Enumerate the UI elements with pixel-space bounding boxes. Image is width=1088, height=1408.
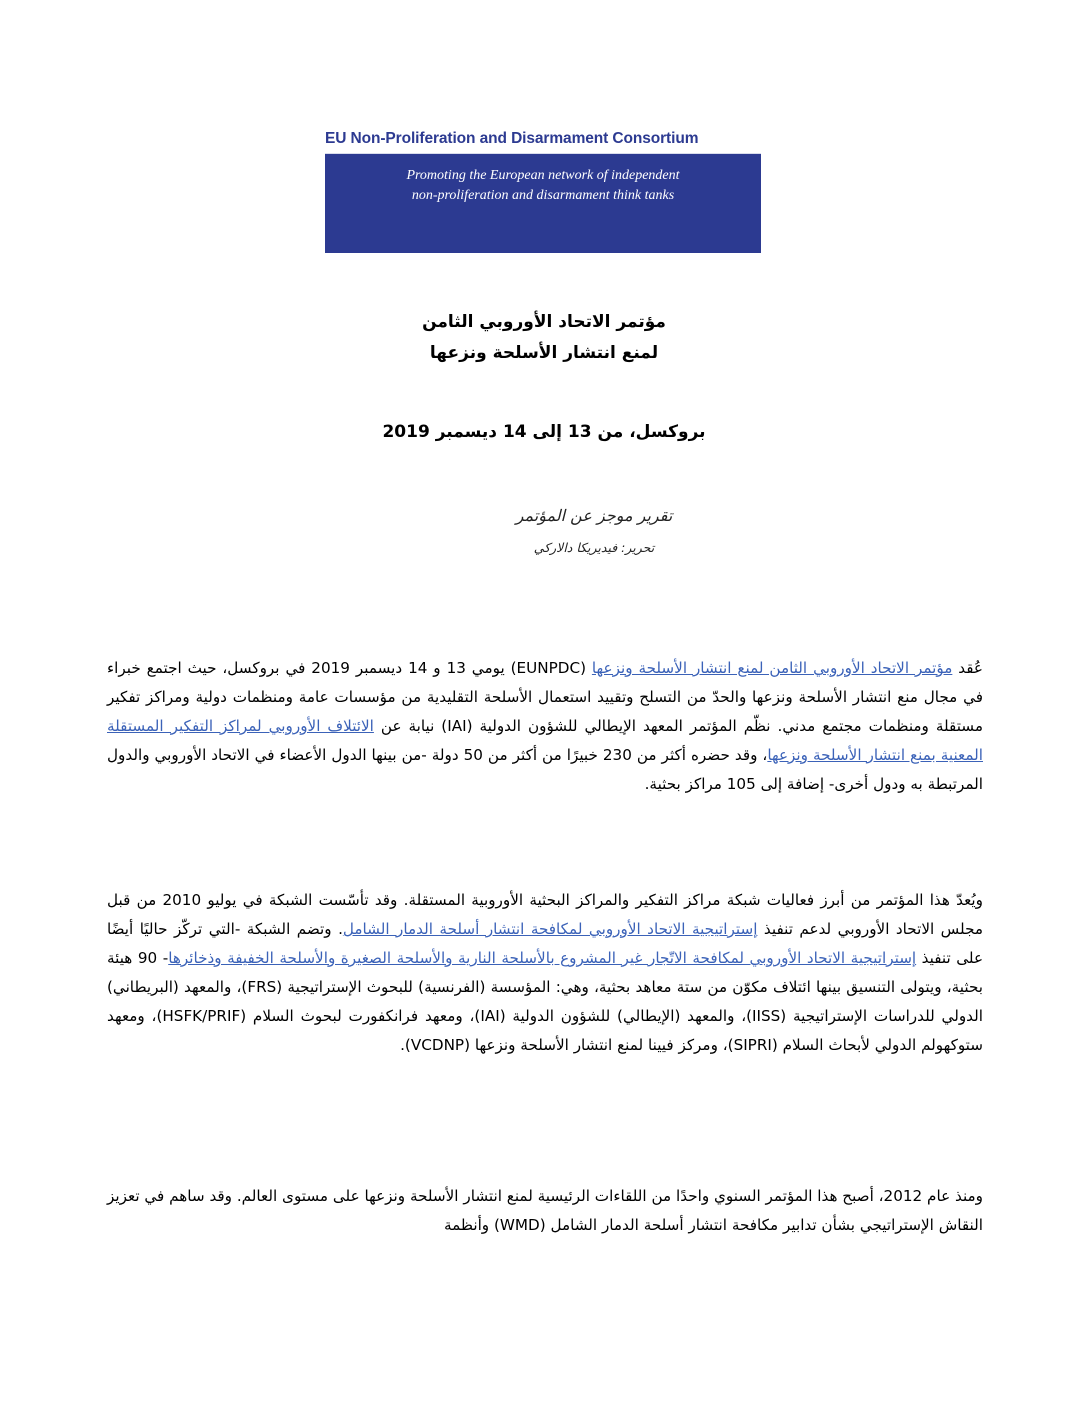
consortium-logo	[325, 125, 761, 253]
title-line-2: لمنع انتشار الأسلحة ونزعها	[429, 343, 659, 363]
conference-link[interactable]: مؤتمر الاتحاد الأوروبي الثامن لمنع انتشار الأسلحة ونزعها	[591, 659, 953, 677]
logo-tagline-line-2: non-proliferation and disarmament think tanks	[411, 188, 675, 203]
paragraph-2	[107, 886, 983, 1060]
p1-text-2: (EUNPDC) يومي 13 و 14 ديسمبر 2019 في بروكسل، حيث اجتمع خبراء في مجال منع انتشار الأسلحة ونزعها والحدّ من التسلح وتقييد استعمال الأسلحة التقليدية من مؤسسات عامة ومنظمات دولية ومراكز تفكير مستقلة ومنظمات مجتمع مدني. نظّم المؤتمر المعهد الإيطالي للشؤون الدولية (IAI) نيابة عن	[107, 659, 983, 735]
paragraph-3	[107, 1182, 983, 1240]
logo-tagline-line-1: Promoting the European network of independent	[406, 168, 680, 183]
logo-band	[325, 154, 761, 253]
p3-text-1: ومنذ عام 2012، أصبح هذا المؤتمر السنوي واحدًا من اللقاءات الرئيسية لمنع انتشار الأسلحة ونزعها على مستوى العالم. وقد ساهم في تعزيز النقاش الإستراتيجي بشأن تدابير مكافحة انتشار أسلحة الدمار الشامل (WMD) وأنظمة	[107, 1187, 983, 1234]
title-line-1: مؤتمر الاتحاد الأوروبي الثامن	[422, 312, 666, 332]
p1-text-3: ، وقد حضره أكثر من 230 خبيرًا من أكثر من 50 دولة -من بينها الدول الأعضاء في الاتحاد الأوروبي والدول المرتبطة به ودول أخرى- إضافة إلى 105 مراكز بحثية.	[107, 746, 983, 793]
place-and-date: بروكسل، من 13 إلى 14 ديسمبر 2019	[382, 422, 706, 442]
logo-name: EU Non-Proliferation and Disarmament Consortium	[325, 125, 761, 154]
paragraph-1	[107, 654, 983, 799]
salw-strategy-link[interactable]: إستراتيجية الاتحاد الأوروبي لمكافحة الاتّجار غير المشروع بالأسلحة النارية والأسلحة الصغيرة والأسلحة الخفيفة وذخائرها	[168, 949, 917, 967]
p1-text-1: عُقد	[952, 659, 983, 677]
p2-text-3: - 90 هيئة بحثية، ويتولى التنسيق بينها ائتلاف مكوّن من ستة معاهد بحثية، وهي: المؤسسة (الفرنسية) للبحوث الإستراتيجية (FRS)، والمعهد (البريطاني) الدولي للدراسات الإستراتيجية (IISS)، والمعهد (الإيطالي) للشؤون الدولية (IAI)، ومعهد فرانكفورت لبحوث السلام (HSFK/PRIF)، ومعهد ستوكهولم الدولي لأبحاث السلام (SIPRI)، ومركز فيينا لمنع انتشار الأسلحة ونزعها (VCDNP).	[107, 949, 983, 1054]
wmd-strategy-link[interactable]: إستراتيجية الاتحاد الأوروبي لمكافحة انتشار أسلحة الدمار الشامل	[342, 920, 758, 938]
p2-text-1: ويُعدّ هذا المؤتمر من أبرز فعاليات شبكة مراكز التفكير والمراكز البحثية الأوروبية المستقلة. وقد تأسّست الشبكة في يوليو 2010 من قبل مجلس الاتحاد الأوروبي لدعم تنفيذ	[107, 891, 984, 938]
consortium-link[interactable]: الائتلاف الأوروبي لمراكز التفكير المستقلة المعنية بمنع انتشار الأسلحة ونزعها	[107, 717, 983, 764]
report-title: تقرير موجز عن المؤتمر	[515, 506, 673, 525]
editor-credit: تحرير: فيديريكا دالاركي	[533, 540, 655, 555]
p2-text-2: . وتضم الشبكة -التي تركّز حاليًا أيضًا على تنفيذ	[107, 920, 984, 967]
logo-tagline	[325, 166, 761, 206]
